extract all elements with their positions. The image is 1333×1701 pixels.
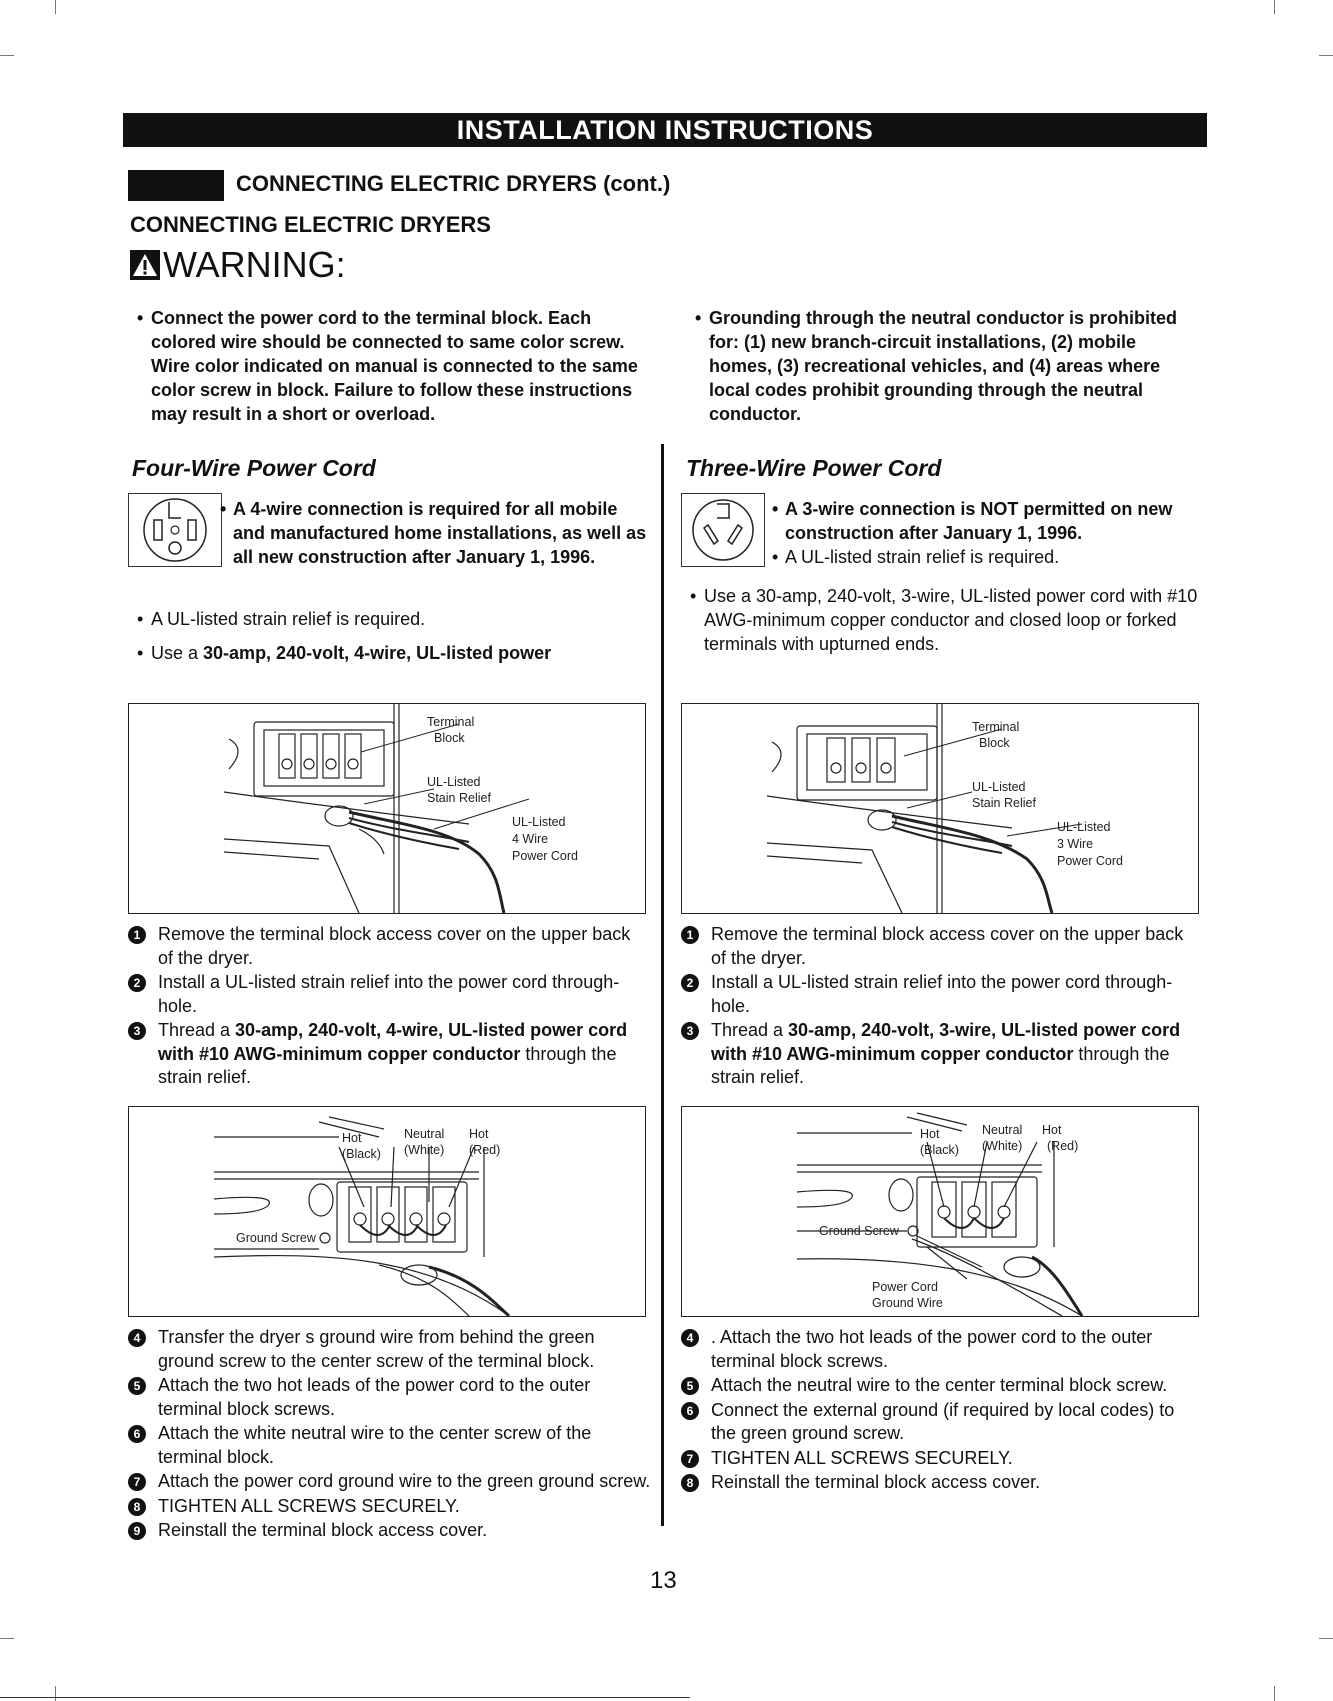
- list-item: 4 . Attach the two hot leads of the power cord to the outer terminal block screws.: [681, 1326, 1201, 1373]
- fig-label: (White): [982, 1139, 1023, 1153]
- fig-label: Hot: [1042, 1123, 1062, 1137]
- fig-label: (Red): [1047, 1139, 1079, 1153]
- crop-mark: [0, 1638, 14, 1639]
- four-wire-terminal-figure: [128, 703, 646, 914]
- list-item: 3 Thread a 30-amp, 240-volt, 4-wire, UL-listed power cord with #10 AWG-minimum copper conductor through the strain relief.: [128, 1019, 648, 1090]
- step-number: 2: [128, 974, 146, 992]
- fig-label: (Black): [342, 1147, 381, 1161]
- fig-label: (Black): [920, 1143, 959, 1157]
- fig-label: Neutral: [982, 1123, 1023, 1137]
- crop-mark: [55, 0, 56, 14]
- step-number: 8: [681, 1474, 699, 1492]
- three-wire-callout: • A 3-wire connection is NOT permitted on new construction after January 1, 1996. • A UL-listed strain relief is required.: [772, 499, 1173, 567]
- four-wire-heading: Four-Wire Power Cord: [132, 455, 376, 481]
- fig-label: UL-Listed: [972, 780, 1026, 794]
- fig-label: Stain Relief: [427, 791, 491, 805]
- step-number: 2: [681, 974, 699, 992]
- fig-label: Hot: [469, 1127, 489, 1141]
- list-item: 6 Connect the external ground (if required by local codes) to the green ground screw.: [681, 1399, 1201, 1446]
- fig-label: 4 Wire: [512, 832, 549, 846]
- page-number: 13: [650, 1567, 677, 1594]
- fig-label: Stain Relief: [972, 796, 1036, 810]
- list-item: 9 Reinstall the terminal block access cover.: [128, 1519, 653, 1543]
- crop-mark: [1319, 55, 1333, 56]
- fig-label: Block: [979, 736, 1010, 750]
- four-wire-callout: • A 4-wire connection is required for all mobile and manufactured home installations, as well as all new construction after January 1, 1996.: [220, 499, 647, 567]
- warning-left-text: • Connect the power cord to the terminal block. Each colored wire should be connected to same color screw. Wire color indicated on manual is connected to the same color screw in block. Failure to follow these instructions may result in a short or overload.: [137, 308, 638, 424]
- section-title: CONNECTING ELECTRIC DRYERS (cont.): [236, 171, 671, 196]
- section-subtitle: CONNECTING ELECTRIC DRYERS: [130, 212, 491, 237]
- three-wire-steps-a: [681, 923, 1201, 1090]
- fig-label: Power Cord: [512, 849, 578, 863]
- list-item: 7 Attach the power cord ground wire to the green ground screw.: [128, 1470, 653, 1494]
- crop-mark: [55, 1686, 56, 1701]
- bottom-rule: [0, 1697, 690, 1698]
- list-item: 4 Transfer the dryer s ground wire from behind the green ground screw to the center screw of the terminal block.: [128, 1326, 653, 1373]
- crop-mark: [0, 55, 14, 56]
- list-item: 5 Attach the neutral wire to the center terminal block screw.: [681, 1374, 1201, 1398]
- step-number: 5: [128, 1377, 146, 1395]
- fig-label: (Red): [469, 1143, 501, 1157]
- fig-label: Ground Screw: [819, 1224, 899, 1238]
- list-item: 7 TIGHTEN ALL SCREWS SECURELY.: [681, 1447, 1201, 1471]
- fig-label: (White): [404, 1143, 445, 1157]
- fig-label: Terminal: [427, 715, 475, 729]
- fig-label: UL-Listed: [427, 775, 481, 789]
- list-item: 8 TIGHTEN ALL SCREWS SECURELY.: [128, 1495, 653, 1519]
- four-wire-strain-note: • A UL-listed strain relief is required.: [137, 609, 426, 629]
- three-wire-terminal-figure: [681, 703, 1199, 914]
- three-prong-outlet-icon: [681, 493, 765, 567]
- fig-label: Hot: [920, 1127, 940, 1141]
- step-number: 6: [681, 1402, 699, 1420]
- warning-right-text: • Grounding through the neutral conductor is prohibited for: (1) new branch-circuit installations, (2) mobile homes, (3) recreational vehicles, and (4) areas where local codes prohibit grounding through the neutral conductor.: [695, 308, 1177, 424]
- step-number: 3: [681, 1022, 699, 1040]
- fig-label: Terminal: [972, 720, 1020, 734]
- three-wire-wiring-figure: [681, 1106, 1199, 1317]
- fig-label: Power Cord: [872, 1280, 938, 1294]
- list-item: 8 Reinstall the terminal block access cover.: [681, 1471, 1201, 1495]
- fig-label: 3 Wire: [1057, 837, 1094, 851]
- three-wire-use-note: • Use a 30-amp, 240-volt, 3-wire, UL-listed power cord with #10 AWG-minimum copper conductor and closed loop or forked terminals with upturned ends.: [690, 586, 1198, 654]
- step-number: 5: [681, 1377, 699, 1395]
- fig-label: UL-Listed: [1057, 820, 1111, 834]
- step-number: 8: [128, 1498, 146, 1516]
- step-number: 1: [128, 926, 146, 944]
- crop-mark: [1319, 1638, 1333, 1639]
- four-wire-steps-a: [128, 923, 648, 1090]
- fig-label: Ground Screw: [236, 1231, 316, 1245]
- list-item: 2 Install a UL-listed strain relief into the power cord through-hole.: [681, 971, 1201, 1018]
- fig-label: Neutral: [404, 1127, 445, 1141]
- list-item: 3 Thread a 30-amp, 240-volt, 3-wire, UL-listed power cord with #10 AWG-minimum copper conductor through the strain relief.: [681, 1019, 1201, 1090]
- step-number: 4: [128, 1329, 146, 1347]
- fig-label: Hot: [342, 1131, 362, 1145]
- step-number: 7: [681, 1450, 699, 1468]
- fig-label: Power Cord: [1057, 854, 1123, 868]
- crop-mark: [1274, 0, 1275, 14]
- fig-label: Block: [434, 731, 465, 745]
- step-number: 4: [681, 1329, 699, 1347]
- four-wire-steps-b: [128, 1326, 653, 1543]
- step-number: 1: [681, 926, 699, 944]
- fig-label: UL-Listed: [512, 815, 566, 829]
- step-number: 7: [128, 1473, 146, 1491]
- list-item: 1 Remove the terminal block access cover on the upper back of the dryer.: [128, 923, 648, 970]
- list-item: 5 Attach the two hot leads of the power cord to the outer terminal block screws.: [128, 1374, 653, 1421]
- list-item: 6 Attach the white neutral wire to the center screw of the terminal block.: [128, 1422, 653, 1469]
- list-item: 2 Install a UL-listed strain relief into the power cord through-hole.: [128, 971, 648, 1018]
- warning-icon: [130, 250, 160, 280]
- four-wire-use-note: • Use a 30-amp, 240-volt, 4-wire, UL-listed power: [137, 643, 552, 663]
- four-prong-outlet-icon: [128, 493, 222, 567]
- list-item: 1 Remove the terminal block access cover on the upper back of the dryer.: [681, 923, 1201, 970]
- three-wire-heading: Three-Wire Power Cord: [686, 455, 942, 481]
- warning-title: WARNING:: [163, 244, 346, 285]
- page-banner: INSTALLATION INSTRUCTIONS: [123, 113, 1207, 147]
- step-number: 9: [128, 1522, 146, 1540]
- four-wire-wiring-figure: [128, 1106, 646, 1317]
- crop-mark: [1274, 1686, 1275, 1701]
- column-divider: [661, 444, 664, 1526]
- step-number: 6: [128, 1425, 146, 1443]
- step-number: 3: [128, 1022, 146, 1040]
- fig-label: Ground Wire: [872, 1296, 943, 1310]
- section-marker: [128, 170, 224, 201]
- three-wire-steps-b: [681, 1326, 1201, 1495]
